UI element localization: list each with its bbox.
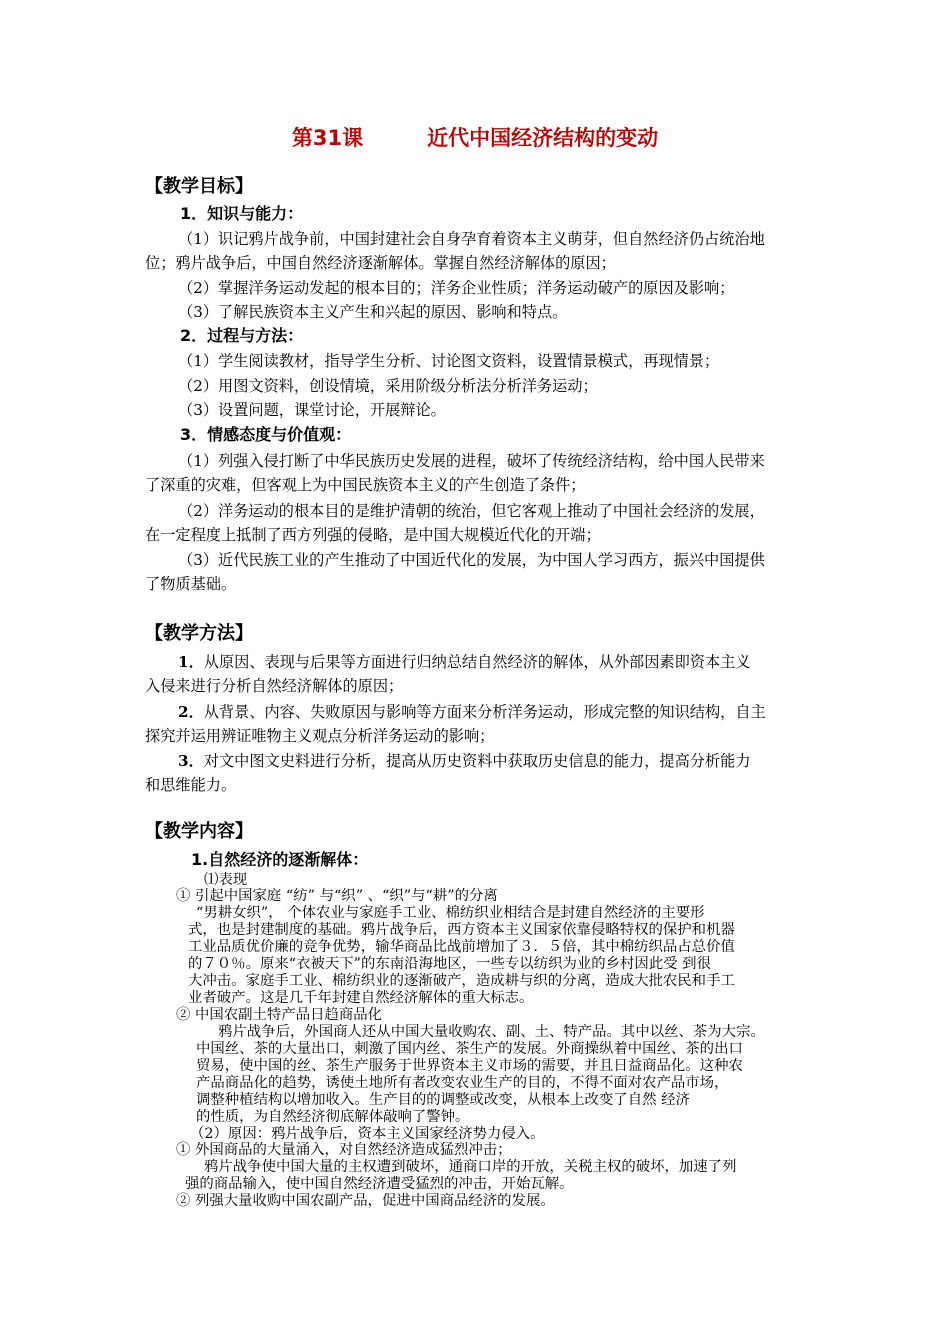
content-paragraph-line: 的性质，为自然经济彻底解体敲响了警钟。 xyxy=(196,1109,470,1125)
goals-s2-line: （3）设置问题，课堂讨论，开展辩论。 xyxy=(178,401,446,419)
content-paragraph-line: “男耕女织”， 个体农业与家庭手工业、棉纺织业相结合是封建自然经济的主要形 xyxy=(196,905,705,921)
method-item xyxy=(178,751,751,771)
content-subsection: ⑴表现 xyxy=(204,872,248,888)
goals-s3-line: （3）近代民族工业的产生推动了中国近代化的发展，为中国人学习西方，振兴中国提供 xyxy=(178,551,765,569)
goals-s2-line: （2）用图文资料，创设情境，采用阶级分析法分析洋务运动； xyxy=(178,377,598,395)
goals-s3-line: （1）列强入侵打断了中华民族历史发展的进程，破坏了传统经济结构，给中国人民带来 xyxy=(178,452,765,470)
method-item xyxy=(178,702,766,722)
method-number: 2． xyxy=(178,703,204,721)
content-point: ① 引起中国家庭 “纺” 与“织” 、“织”与“耕”的分离 xyxy=(176,888,498,904)
method-text: 从背景、内容、失败原因与影响等方面来分析洋务运动，形成完整的知识结构，自主 xyxy=(203,703,766,721)
goals-s3-line: 在一定程度上抵制了西方列强的侵略，是中国大规模近代化的开端； xyxy=(145,526,601,544)
goals-s2-line: （1）学生阅读教材，指导学生分析、讨论图文资料，设置情景模式，再现情景； xyxy=(178,352,720,370)
goals-s1-title: 1．知识与能力： xyxy=(180,204,304,223)
content-paragraph-line: 鸦片战争后，外国商人还从中国大量收购农、副、土、特产品。其中以丝、茶为大宗。 xyxy=(218,1024,765,1040)
page-title xyxy=(0,122,950,152)
content-subsection: （2）原因：鸦片战争后，资本主义国家经济势力侵入。 xyxy=(190,1126,545,1142)
content-paragraph-line: 贸易，使中国的丝、茶生产服务于世界资本主义市场的需要，并且日益商品化。这种农 xyxy=(196,1058,743,1074)
goals-s1-line: （3）了解民族资本主义产生和兴起的原因、影响和特点。 xyxy=(178,303,568,321)
goals-s3-line: （2）洋务运动的根本目的是维护清朝的统治，但它客观上推动了中国社会经济的发展， xyxy=(178,502,765,520)
content-section-title: 1.自然经济的逐渐解体： xyxy=(191,850,369,869)
content-heading: 【教学内容】 xyxy=(145,821,253,842)
method-text: 对文中图文史料进行分析，提高从历史资料中获取历史信息的能力，提高分析能力 xyxy=(203,752,751,770)
method-number: 3． xyxy=(178,752,204,770)
content-point: ① 外国商品的大量涌入，对自然经济造成猛烈冲击； xyxy=(176,1142,512,1158)
goals-s3-line: 了物质基础。 xyxy=(145,575,237,593)
method-text: 探究并运用辨证唯物主义观点分析洋务运动的影响； xyxy=(145,727,495,745)
content-paragraph-line: 调整种植结构以增加收入。生产目的的调整或改变，从根本上改变了自然 经济 xyxy=(196,1092,690,1108)
goals-s1-line: （1）识记鸦片战争前，中国封建社会自身孕育着资本主义萌芽，但自然经济仍占统治地 xyxy=(178,230,765,248)
content-paragraph-line: 的７０％。原来“衣被天下”的东南沿海地区，一些专以纺织为业的乡村因此受 到很 xyxy=(188,956,711,972)
content-point: ② 列强大量收购中国农副产品，促进中国商品经济的发展。 xyxy=(176,1193,555,1209)
content-paragraph-line: 鸦片战争使中国大量的主权遭到破坏，通商口岸的开放，关税主权的破坏，加速了列 xyxy=(204,1159,737,1175)
method-text: 入侵来进行分析自然经济解体的原因； xyxy=(145,677,404,695)
goals-s3-line: 了深重的灾难，但客观上为中国民族资本主义的产生创造了条件； xyxy=(145,476,586,494)
lesson-title: 近代中国经济结构的变动 xyxy=(427,126,659,150)
method-item xyxy=(178,652,751,672)
lesson-number: 第31课 xyxy=(291,126,364,150)
content-paragraph-line: 产品商品化的趋势，诱使土地所有者改变农业生产的目的，不得不面对农产品市场， xyxy=(196,1075,729,1091)
goals-heading: 【教学目标】 xyxy=(145,176,253,197)
goals-s3-title: 3．情感态度与价值观： xyxy=(180,425,352,444)
content-paragraph-line: 强的商品输入，使中国自然经济遭受猛烈的冲击，开始瓦解。 xyxy=(185,1176,574,1192)
goals-s2-title: 2．过程与方法： xyxy=(180,326,304,345)
methods-heading: 【教学方法】 xyxy=(145,623,253,644)
content-paragraph-line: 工业品质优价廉的竞争优势，输华商品比战前增加了３．５倍，其中棉纺织品占总价值 xyxy=(188,939,735,955)
method-text: 从原因、表现与后果等方面进行归纳总结自然经济的解体，从外部因素即资本主义 xyxy=(203,653,751,671)
method-number: 1． xyxy=(178,653,204,671)
method-text: 和思维能力。 xyxy=(145,776,237,794)
goals-s1-line: 位；鸦片战争后，中国自然经济逐渐解体。掌握自然经济解体的原因； xyxy=(145,254,616,272)
goals-s1-line: （2）掌握洋务运动发起的根本目的；洋务企业性质；洋务运动破产的原因及影响； xyxy=(178,279,735,297)
content-paragraph-line: 式，也是封建制度的基础。鸦片战争后，西方资本主义国家依靠侵略特权的保护和机器 xyxy=(188,922,735,938)
content-paragraph-line: 大冲击。家庭手工业、棉纺织业的逐渐破产，造成耕与织的分离，造成大批农民和手工 xyxy=(188,973,735,989)
content-point: ② 中国农副土特产品日趋商品化 xyxy=(176,1007,383,1023)
content-paragraph-line: 中国丝、茶的大量出口，刺激了国内丝、茶生产的发展。外商操纵着中国丝、茶的出口 xyxy=(196,1041,743,1057)
content-paragraph-line: 业者破产。这是几千年封建自然经济解体的重大标志。 xyxy=(188,990,534,1006)
